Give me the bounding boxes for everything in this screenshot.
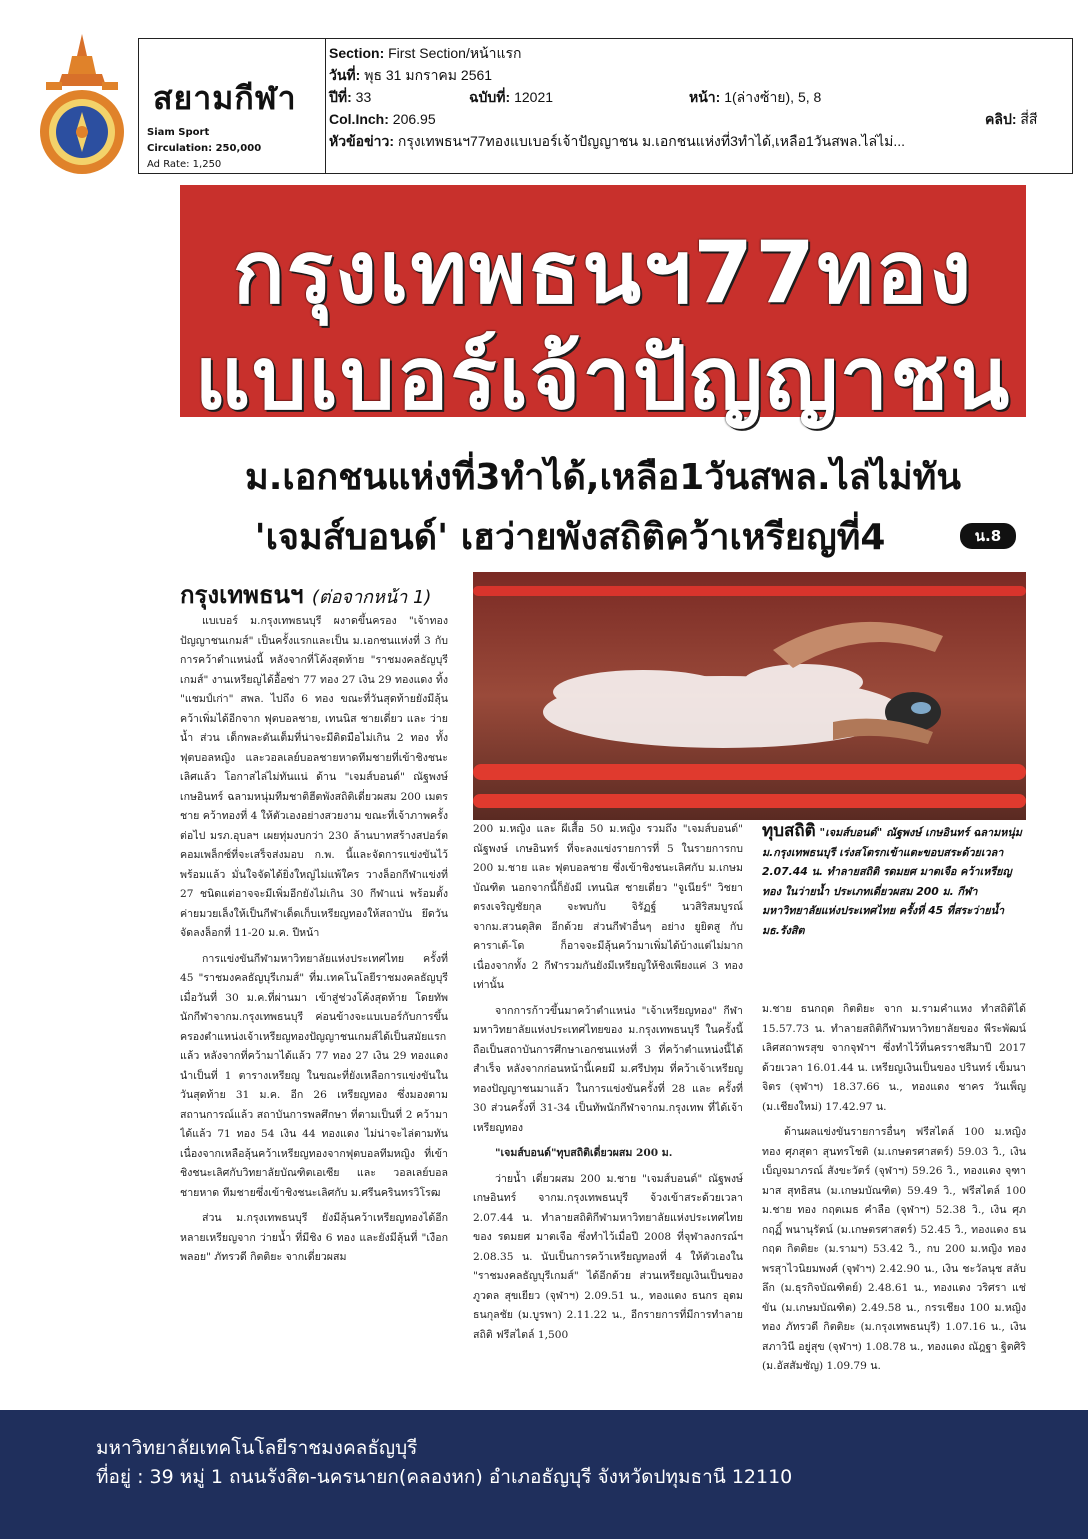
colinch-label: Col.Inch:: [329, 111, 389, 127]
footer-address: ที่อยู่ : 39 หมู่ 1 ถนนรังสิต-นครนายก(คลองหก) อำเภอธัญบุรี จังหวัดปทุมธานี 12110: [96, 1466, 793, 1488]
page-label: หน้า:: [689, 89, 721, 105]
year-label: ปีที่:: [329, 89, 352, 105]
paragraph: ส่วน ม.กรุงเทพธนบุรี ยังมีลุ้นคว้าเหรียญทองได้อีกหลายเหรียญจาก ว่ายน้ำ ที่มีชิง 6 ทอง และยังมีลุ้นที่ "เงือกพลอย" ภัทรวดี กิตติยะ จากเดี่ยวผสม: [180, 1212, 448, 1263]
headline-label: หัวข้อข่าว:: [329, 133, 395, 149]
logo-crown-icon: [46, 34, 118, 90]
headline-value: กรุงเทพธนฯ77ทองแบเบอร์เจ้าปัญญาชน ม.เอกชนแห่งที่3ทำได้,เหลือ1วันสพล.ไล่ไม่...: [397, 133, 906, 149]
paragraph: แบเบอร์ ม.กรุงเทพธนบุรี ผงาดขึ้นครอง "เจ้าทองปัญญาชนเกมส์" เป็นครั้งแรกและเป็น ม.เอกชนแห่งที่ 3 กับการคว้าตำแหน่งนี้ หลังจากที่โค้งสุดท้าย "ราชมงคลธัญบุรีเกมส์" งานเหรียญได้อื้อซ่า 77 ทอง 27 เงิน 29 ทองแดง ทิ้ง "แชมป์เก่า" สพล. ไปถึง 6 ทอง ขณะที่วันสุดท้ายยังมีลุ้นคว้าเพิ่มได้อีกจาก ฟุตบอลชาย, เทนนิส ชายเดี่ยว และ ว่ายน้ำ ส่วน เด็กพละดันเต็มที่น่าจะมีติดมือไม่เกิน 2 ทอง ทั้งฟุตบอลหญิง และวอลเลย์บอลชายหาดทีมชายที่เข้าชิงชนะเลิศแล้ว โอกาสไล่ไม่ทันแน่ ด้าน "เจมส์บอนด์" ณัฐพงษ์ เกษอินทร์ ฉลามหนุ่มทีมชาติฮีตพังสถิติเดี่ยวผสม 200 เมตรชาย คว้าทองที่ 4 ให้ตัวเองอย่างสวยงาม ขณะที่เจ้าภาพครั้งต่อไป มรภ.อุบลฯ เผยทุ่มงบกว่า 230 ล้านบาทสร้างสปอร์ตคอมเพล็กซ์ที่จะเสร็จส่งมอบ ก.พ. นี้และจัดการแข่งขันไว้พร้อมแล้ว มั่นใจจัดได้ยิ่งใหญ่ไม่แพ้ใคร วางล็อกกีฬาแข่งที่ 27 ชนิดแต่อาจจะมีเพิ่มอีกยังไม่เกิน 30 กีฬาแน่ พร้อมตั้งค่ายมวยเล็งให้เป็นกีฬาเด็ดเก็บเหรียญทองให้สถาบัน ยึดวันจัดลงล็อกที่ 11-20 ม.ค. ปีหน้า: [180, 615, 448, 939]
subheadline-2: 'เจมส์บอนด์' เฮว่ายพังสถิติคว้าเหรียญที่4: [254, 517, 886, 558]
section-label: Section:: [329, 45, 385, 61]
ad-rate: Ad Rate: 1,250: [147, 159, 222, 170]
caption-title: ทุบสถิติ: [762, 821, 816, 841]
paragraph: จากการก้าวขึ้นมาคว้าตำแหน่ง "เจ้าเหรียญทอง" กีฬามหาวิทยาลัยแห่งประเทศไทยของ ม.กรุงเทพธนบุรี ในครั้งนี้ถือเป็นสถาบันการศึกษาเอกชนแห่งที่ 3 ที่คว้าตำแหน่งนี้ได้สำเร็จ หลังจากก่อนหน้านี้เคยมี ม.ศรีปทุม ที่คว้าเจ้าเหรียญทองปัญญาชนมาแล้ว ในการแข่งขันครั้งที่ 28 และ ครั้งที่ 30 ส่วนครั้งที่ 31-34 เป็นทัพนักกีฬาจากม.กรุงเทพ ที่ได้เจ้าเหรียญทอง: [473, 1004, 743, 1134]
paragraph: ว่ายน้ำ เดี่ยวผสม 200 ม.ชาย "เจมส์บอนด์" ณัฐพงษ์ เกษอินทร์ จากม.กรุงเทพธนบุรี จ้วงเข้าสระด้วยเวลา 2.07.44 น. ทำลายสถิติกีฬามหาวิทยาลัยแห่งประเทศไทย ของ รดมยศ มาตเจือ ซึ่งทำไว้เมื่อปี 2008 ที่จุฬาลงกรณ์ฯ 2.08.35 น. นับเป็นการคว้าเหรียญทองที่ 4 ให้ตัวเองใน "ราชมงคลธัญบุรีเกมส์" ได้อีกด้วย ส่วนเหรียญเงินเป็นของ ภูวดล สุขเยียว (จุฬาฯ) 2.09.51 น., ทองแดง ธนกร อุดมธนกุลชัย (ม.บูรพา) 2.11.22 น., อีกรายการที่มีการทำลายสถิติ ฟรีสไตล์ 1,500: [473, 1172, 743, 1341]
clip-value: สี่สี: [1020, 111, 1038, 127]
colinch-value: 206.95: [392, 111, 436, 127]
date-value: พุธ 31 มกราคม 2561: [364, 67, 493, 83]
caption-text: "เจมส์บอนด์" ณัฐพงษ์ เกษอินทร์ ฉลามหนุ่ม ม.กรุงเทพธนบุรี เร่งสโตรกเข้าแตะขอบสระด้วยเวลา 2.07.44 น. ทำลายสถิติ รดมยศ มาตเจือ คว้าเหรียญทอง ในว่ายน้ำ ประเภทเดี่ยวผสม 200 ม. กีฬามหาวิทยาลัยแห่งประเทศไทย ครั้งที่ 45 ที่สระว่ายน้ำ มธ.รังสิต: [762, 826, 1022, 937]
section-continuation: (ต่อจากหน้า 1): [311, 587, 432, 608]
paragraph: ม.ชาย ธนกฤต กิตติยะ จาก ม.รามคำแหง ทำสถิติได้ 15.57.73 น. ทำลายสถิติกีฬามหาวิทยาลัยของ พีระพัฒน์ เลิศสถาพรสุข จากจุฬาฯ ซึ่งทำไว้ที่นครราชสีมาปี 2017 ด้วยเวลา 16.01.44 น. เหรียญเงินเป็นของ ปรินทร์ เข็มนาจิตร (จุฬาฯ) 18.37.66 น., ทองแดง ชาคร วันเพ็ญ (ม.เชียงใหม่) 17.42.97 น.: [762, 1003, 1026, 1113]
lane-rope-top: [473, 586, 1026, 596]
page-value: 1(ล่างซ้าย), 5, 8: [724, 89, 822, 105]
photo-caption: [762, 822, 1026, 990]
section-value: First Section/หน้าแรก: [388, 45, 522, 61]
paragraph: 200 ม.หญิง และ ผีเสื้อ 50 ม.หญิง รวมถึง "เจมส์บอนด์" ณัฐพงษ์ เกษอินทร์ ที่จะลงแข่งรายการที่ 5 ในรายการกบ 200 ม.ชาย และ ฟุตบอลชาย ซึ่งเข้าชิงชนะเลิศกับ ม.เกษมบัณฑิต นอกจากนี้ก็ยังมี เทนนิส ชายเดี่ยว "จูเนียร์" วิชยา ตรงเจริญชัยกุล จะพบกับ จิรัฏฐ์ นวสิริสมบูรณ์ จากม.สวนดุสิต อีกด้วย ส่วนกีฬาอื่นๆ อย่าง ยูยิตสู กับ คาราเต้-โด ก็อาจจะมีลุ้นคว้ามาเพิ่มได้บ้างแต่ไม่มากเนื่องจากทั้ง 2 กีฬารวมกันยังมีเหรียญให้ชิงเพียงแค่ 3 ทองเท่านั้น: [473, 823, 743, 991]
paragraph: การแข่งขันกีฬามหาวิทยาลัยแห่งประเทศไทย ครั้งที่ 45 "ราชมงคลธัญบุรีเกมส์" ที่ม.เทคโนโลยีราชมงคลธัญบุรี เมื่อวันที่ 30 ม.ค.ที่ผ่านมา เข้าสู่ช่วงโค้งสุดท้าย โดยทัพนักกีฬาจากม.กรุงเทพธนบุรี ค่อนข้างจะแบเบอร์กับการขึ้นครองตำแหน่งเจ้าเหรียญทองปัญญาชนเกมส์ได้เป็นสมัยแรกแล้ว หลังจากที่คว้ามาได้แล้ว 77 ทอง 27 เงิน 29 ทองแดง นำเป็นที่ 1 ตารางเหรียญ ในขณะที่ยังเหลือการแข่งขันในวันสุดท้าย 31 ม.ค. อีก 26 เหรียญทอง ซึ่งมองตามสถานการณ์แล้ว สถาบันการพลศึกษา ที่ตามเป็นที่ 2 คว้ามาได้แล้ว 71 ทอง 54 เงิน 44 ทองแดง ไม่น่าจะไล่ตามทันเนื่องจากเหลือลุ้นคว้าเหรียญทองจากฟุตบอลทีมหญิง ที่เข้าชิงชนะเลิศกับวิทยาลัยบัณฑิตเอเซีย และ วอลเลย์บอลชายหาด ทีมชายซึ่งเข้าชิงชนะเลิศกับ ม.ศรีนครินทรวิโรฒ: [180, 952, 448, 1199]
publication-name: สยามกีฬา: [153, 79, 297, 117]
swimmer-photo: [473, 572, 1026, 820]
paragraph: ด้านผลแข่งขันรายการอื่นๆ ฟรีสไตล์ 100 ม.หญิง ทอง ศุภสุดา สุนทรโชติ (ม.เกษตรศาสตร์) 59.03 วิ., เงิน เบ็ญจมาภรณ์ สังขะวัตร์ (จุฬาฯ) 59.26 วิ., ทองแดง จุฑามาส สุทธิสน (ม.เกษมบัณฑิต) 59.49 วิ., ฟรีสไตล์ 100 ม.ชาย ทอง กฤตเมธ คำลือ (จุฬาฯ) 52.38 วิ., เงิน ศุภกฤฏิ์ พนานุรัตน์ (ม.เกษตรศาสตร์) 52.45 วิ., ทองแดง ธนกฤต กิตติยะ (ม.รามฯ) 53.42 วิ., กบ 200 ม.หญิง ทอง พรสุาไวนิยมพงศ์ (จุฬาฯ) 2.42.90 น., เงิน ชะวัลนุช สลับลึก (ม.ธุรกิจบัณฑิตย์) 2.48.61 น., ทองแดง วริศรา แช่ขัน (ม.เกษมบัณฑิต) 2.49.58 น., กรรเชียง 100 ม.หญิง ทอง ภัทรวดี กิตติยะ (ม.กรุงเทพธนบุรี) 1.07.16 น., เงิน สภาวินี อยู่สุข (จุฬาฯ) 1.08.78 น., ทองแดง ณัฎฐา ฐิตศิริ (ม.อัสสัมชัญ) 1.09.79 น.: [762, 1126, 1026, 1372]
publication-name-english: Siam Sport: [147, 127, 210, 138]
clip-label: คลิป:: [985, 111, 1017, 127]
subheadline-1: ม.เอกชนแห่งที่3ทำได้,เหลือ1วันสพล.ไล่ไม่ทัน: [245, 457, 961, 498]
issue-label: ฉบับที่:: [469, 89, 511, 105]
issue-value: 12021: [514, 89, 554, 105]
footer-university-name: มหาวิทยาลัยเทคโนโลยีราชมงคลธัญบุรี: [96, 1437, 418, 1459]
article-column-3: [762, 1000, 1026, 1380]
headline-line-1: กรุงเทพธนฯ77ทอง: [232, 223, 974, 323]
section-title-text: กรุงเทพธนฯ: [180, 581, 304, 609]
year-value: 33: [355, 89, 372, 105]
paragraph: "เจมส์บอนด์"ทุบสถิติเดี่ยวผสม 200 ม.: [495, 1147, 673, 1159]
university-logo: [36, 34, 128, 176]
page-reference-badge: น.8: [960, 523, 1016, 549]
publication-block: [139, 39, 326, 173]
date-label: วันที่:: [329, 67, 361, 83]
headline-line-2: แบเบอร์เจ้าปัญญาชน: [194, 329, 1012, 429]
article-column-1: [180, 612, 448, 1382]
clipping-info-box: [138, 38, 1073, 174]
headline-banner: [180, 185, 1026, 429]
circulation: Circulation: 250,000: [147, 143, 262, 154]
article-column-2: [473, 820, 743, 1380]
section-title: [180, 575, 431, 614]
